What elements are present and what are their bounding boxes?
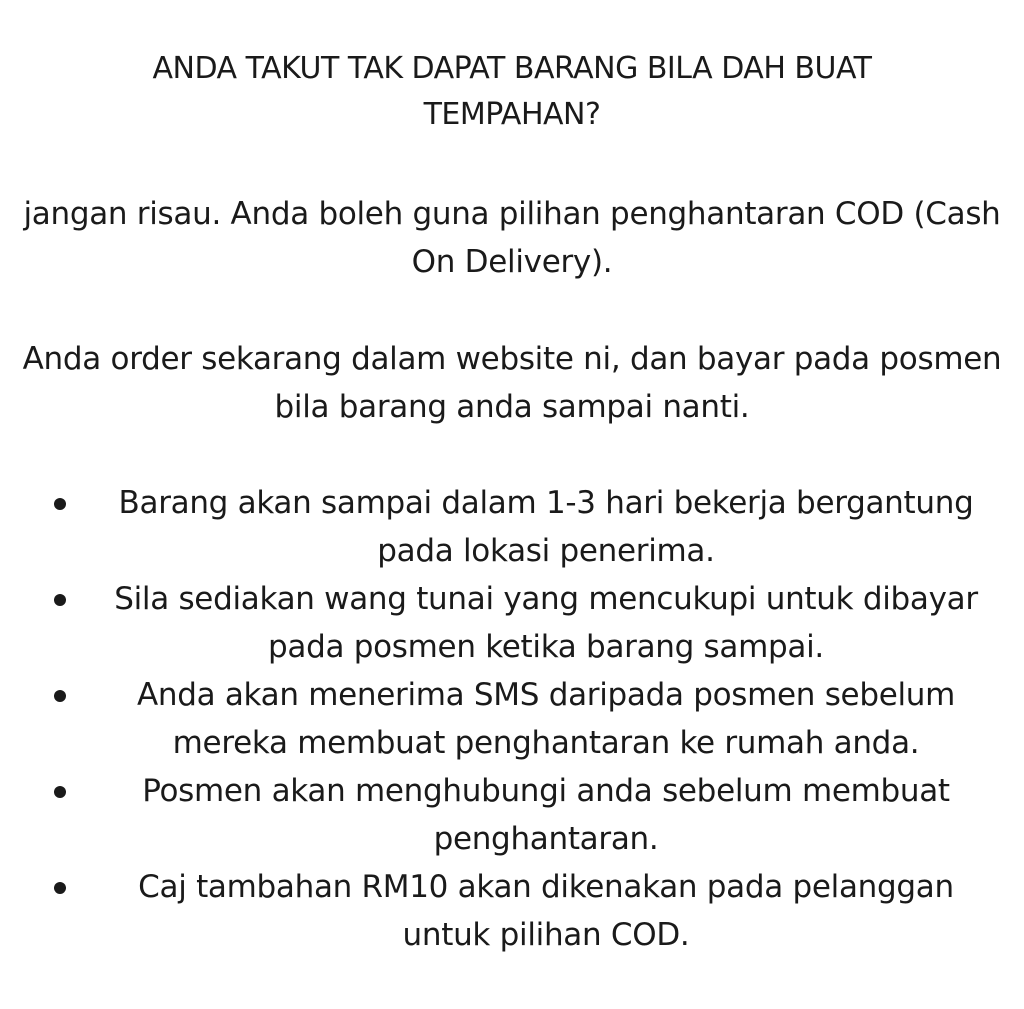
reassurance-paragraph: jangan risau. Anda boleh guna pilihan penghantaran COD (Cash On Delivery). — [23, 196, 1001, 280]
order-instruction-paragraph: Anda order sekarang dalam website ni, dan bayar pada posmen bila barang anda sampai nanti. — [22, 341, 1002, 425]
list-item-text: Posmen akan menghubungi anda sebelum membuat penghantaran. — [142, 773, 950, 857]
list-item — [40, 767, 1000, 863]
list-item-text: Barang akan sampai dalam 1-3 hari bekerja bergantung pada lokasi penerima. — [118, 485, 974, 569]
list-item — [40, 479, 1000, 575]
list-item-text: Caj tambahan RM10 akan dikenakan pada pelanggan untuk pilihan COD. — [138, 869, 954, 953]
page-heading: ANDA TAKUT TAK DAPAT BARANG BILA DAH BUAT TEMPAHAN? — [152, 51, 872, 132]
bullet-icon — [54, 594, 66, 606]
bullet-icon — [54, 786, 66, 798]
list-item — [40, 863, 1000, 959]
bullet-icon — [54, 690, 66, 702]
list-item — [40, 575, 1000, 671]
list-item — [40, 671, 1000, 767]
list-item-text: Sila sediakan wang tunai yang mencukupi untuk dibayar pada posmen ketika barang sampai. — [114, 581, 978, 665]
cod-terms-list — [40, 479, 1000, 959]
bullet-icon — [54, 882, 66, 894]
list-item-text: Anda akan menerima SMS daripada posmen sebelum mereka membuat penghantaran ke rumah anda. — [136, 677, 956, 761]
bullet-icon — [54, 498, 66, 510]
